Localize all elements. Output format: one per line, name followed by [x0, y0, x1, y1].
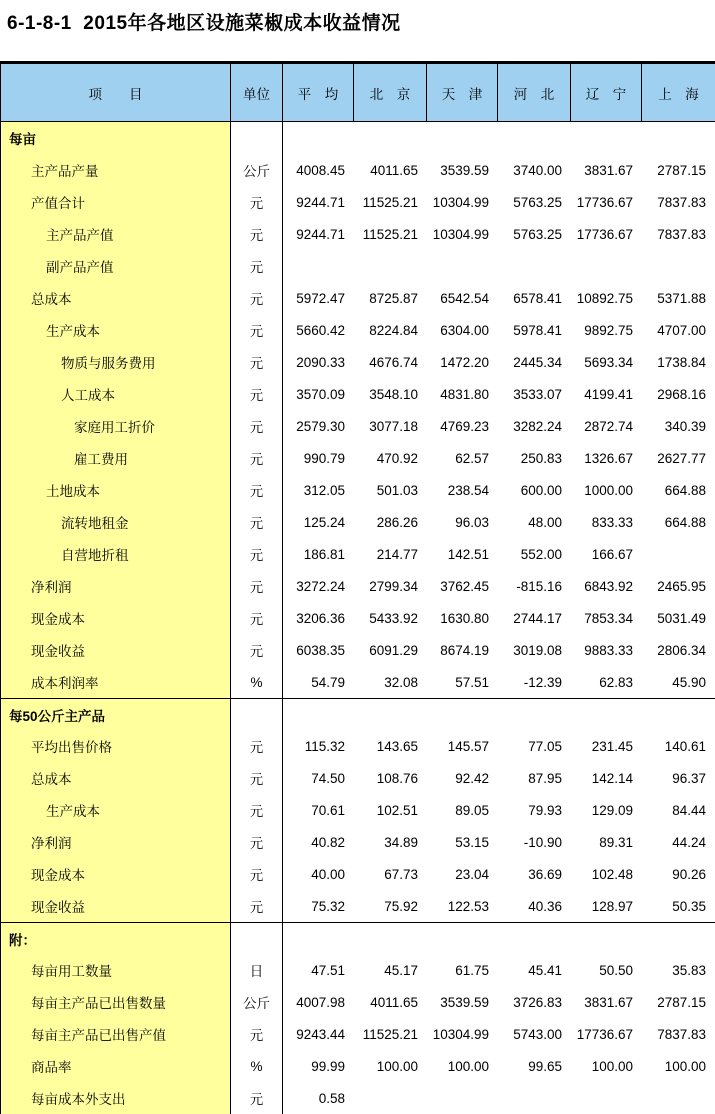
cell-tianjin: 89.05 — [455, 802, 489, 818]
table-row — [1, 826, 715, 858]
table-row — [1, 1050, 715, 1082]
cell-tianjin: 10304.99 — [432, 1026, 489, 1042]
cell-tianjin: 1630.80 — [440, 610, 489, 626]
cell-beijing: 8224.84 — [369, 322, 418, 338]
row-label: 人工成本 — [1, 378, 231, 410]
cell-liaoning: 89.31 — [599, 834, 633, 850]
cell-avg: 312.05 — [303, 482, 345, 498]
row-label: 雇工费用 — [1, 442, 231, 474]
cell-liaoning — [571, 122, 642, 154]
cell-tianjin: 6304.00 — [440, 322, 489, 338]
cell-shanghai: 4707.00 — [657, 322, 706, 338]
cell-avg — [283, 699, 354, 730]
cell-liaoning: 9883.33 — [584, 642, 633, 658]
row-label: 总成本 — [1, 282, 231, 314]
cell-beijing: 286.26 — [376, 514, 418, 530]
cell-hebei: 5743.00 — [513, 1026, 562, 1042]
cell-liaoning: 17736.67 — [576, 226, 633, 242]
cell-avg: 2090.33 — [296, 354, 345, 370]
table-row — [1, 186, 715, 218]
row-unit: 元 — [231, 506, 283, 538]
table-row — [1, 410, 715, 442]
row-unit: 元 — [231, 410, 283, 442]
cell-avg: 2579.30 — [296, 418, 345, 434]
cell-hebei: -10.90 — [523, 834, 562, 850]
cell-tianjin: 3539.59 — [440, 162, 489, 178]
row-label: 成本利润率 — [1, 666, 231, 698]
cell-hebei — [498, 1082, 571, 1114]
cell-liaoning — [571, 1082, 642, 1114]
cell-avg: 54.79 — [311, 674, 345, 690]
row-label: 现金收益 — [1, 634, 231, 666]
cell-tianjin: 61.75 — [455, 962, 489, 978]
table-row — [1, 250, 715, 282]
table-row — [1, 986, 715, 1018]
cell-beijing — [354, 923, 427, 954]
row-unit: 元 — [231, 730, 283, 762]
cell-shanghai: 2787.15 — [657, 994, 706, 1010]
row-unit: 元 — [231, 570, 283, 602]
cell-shanghai — [642, 538, 715, 570]
cell-hebei: 6578.41 — [513, 290, 562, 306]
cell-shanghai — [642, 250, 715, 282]
cell-hebei: 3019.08 — [513, 642, 562, 658]
column-header-beijing: 北 京 — [354, 64, 427, 121]
table-row — [1, 506, 715, 538]
table-row — [1, 922, 715, 954]
cell-tianjin: 142.51 — [447, 546, 489, 562]
cell-tianjin: 57.51 — [455, 674, 489, 690]
cell-liaoning: 6843.92 — [584, 578, 633, 594]
cell-liaoning: 10892.75 — [576, 290, 633, 306]
row-label: 每亩主产品已出售产值 — [1, 1018, 231, 1050]
row-unit: 元 — [231, 218, 283, 250]
cell-liaoning: 102.48 — [591, 866, 633, 882]
row-label: 商品率 — [1, 1050, 231, 1082]
row-label: 产值合计 — [1, 186, 231, 218]
cell-tianjin: 145.57 — [447, 738, 489, 754]
cell-shanghai: 96.37 — [672, 770, 706, 786]
row-unit: 元 — [231, 314, 283, 346]
cell-beijing: 143.65 — [376, 738, 418, 754]
cell-beijing: 75.92 — [384, 898, 418, 914]
row-unit: 元 — [231, 378, 283, 410]
cell-shanghai: 90.26 — [672, 866, 706, 882]
cell-shanghai: 664.88 — [664, 482, 706, 498]
cell-avg: 3206.36 — [296, 610, 345, 626]
cell-beijing: 100.00 — [376, 1058, 418, 1074]
row-unit: 元 — [231, 826, 283, 858]
cell-liaoning: 1326.67 — [584, 450, 633, 466]
cell-shanghai: 2627.77 — [657, 450, 706, 466]
row-label: 生产成本 — [1, 794, 231, 826]
cell-tianjin: 92.42 — [455, 770, 489, 786]
cell-tianjin — [427, 1082, 498, 1114]
cell-liaoning: 833.33 — [591, 514, 633, 530]
cell-liaoning: 62.83 — [599, 674, 633, 690]
cell-beijing: 3077.18 — [369, 418, 418, 434]
row-label: 家庭用工折价 — [1, 410, 231, 442]
cell-tianjin: 1472.20 — [440, 354, 489, 370]
cell-hebei: 36.69 — [528, 866, 562, 882]
table-row — [1, 282, 715, 314]
row-unit: 公斤 — [231, 986, 283, 1018]
cell-liaoning: 129.09 — [591, 802, 633, 818]
cell-avg: 990.79 — [303, 450, 345, 466]
cell-beijing: 470.92 — [376, 450, 418, 466]
cell-shanghai: 44.24 — [672, 834, 706, 850]
cell-liaoning: 231.45 — [591, 738, 633, 754]
cell-beijing — [354, 250, 427, 282]
cell-avg — [283, 122, 354, 154]
cell-shanghai: 2787.15 — [657, 162, 706, 178]
cell-avg: 9244.71 — [296, 194, 345, 210]
row-unit: 元 — [231, 474, 283, 506]
row-unit: 元 — [231, 250, 283, 282]
row-label: 平均出售价格 — [1, 730, 231, 762]
cell-liaoning: 17736.67 — [576, 194, 633, 210]
cell-avg: 40.82 — [311, 834, 345, 850]
table-row — [1, 154, 715, 186]
cell-hebei: 3726.83 — [513, 994, 562, 1010]
row-unit: 日 — [231, 954, 283, 986]
cell-liaoning: 9892.75 — [584, 322, 633, 338]
cell-hebei — [498, 250, 571, 282]
table-row — [1, 378, 715, 410]
cell-shanghai: 1738.84 — [657, 354, 706, 370]
cell-avg: 3272.24 — [296, 578, 345, 594]
cell-avg: 74.50 — [311, 770, 345, 786]
cell-hebei: 40.36 — [528, 898, 562, 914]
table-row — [1, 858, 715, 890]
cell-beijing — [354, 122, 427, 154]
row-label: 净利润 — [1, 826, 231, 858]
cell-liaoning — [571, 699, 642, 730]
cell-shanghai: 7837.83 — [657, 226, 706, 242]
cell-avg: 70.61 — [311, 802, 345, 818]
cell-beijing: 501.03 — [376, 482, 418, 498]
cell-tianjin: 6542.54 — [440, 290, 489, 306]
cell-beijing: 6091.29 — [369, 642, 418, 658]
row-unit: % — [231, 1050, 283, 1082]
row-label: 流转地租金 — [1, 506, 231, 538]
row-label: 主产品产量 — [1, 154, 231, 186]
cell-beijing: 4676.74 — [369, 354, 418, 370]
cell-beijing: 11525.21 — [362, 194, 418, 210]
cell-hebei: -12.39 — [523, 674, 562, 690]
cell-shanghai: 2806.34 — [657, 642, 706, 658]
cell-hebei: 3740.00 — [513, 162, 562, 178]
cell-hebei: 48.00 — [528, 514, 562, 530]
cell-avg: 0.58 — [318, 1090, 345, 1106]
cell-beijing: 34.89 — [384, 834, 418, 850]
cell-hebei: 3282.24 — [513, 418, 562, 434]
cell-liaoning — [571, 250, 642, 282]
cell-shanghai: 84.44 — [672, 802, 706, 818]
cell-tianjin — [427, 923, 498, 954]
cell-avg: 3570.09 — [296, 386, 345, 402]
row-unit: 元 — [231, 794, 283, 826]
cell-tianjin — [427, 122, 498, 154]
row-label: 物质与服务费用 — [1, 346, 231, 378]
cell-hebei: 3533.07 — [513, 386, 562, 402]
cell-avg: 99.99 — [311, 1058, 345, 1074]
table-row — [1, 570, 715, 602]
cell-beijing: 11525.21 — [362, 1026, 418, 1042]
table-row — [1, 442, 715, 474]
cell-shanghai: 140.61 — [664, 738, 706, 754]
row-label: 每亩 — [1, 122, 231, 154]
table-row — [1, 634, 715, 666]
cell-tianjin: 96.03 — [455, 514, 489, 530]
cell-hebei: -815.16 — [516, 578, 562, 594]
row-label: 每亩用工数量 — [1, 954, 231, 986]
cell-avg: 186.81 — [303, 546, 345, 562]
table-row — [1, 474, 715, 506]
cell-shanghai: 5031.49 — [657, 610, 706, 626]
cell-beijing — [354, 1082, 427, 1114]
cell-shanghai: 100.00 — [664, 1058, 706, 1074]
row-unit: 元 — [231, 890, 283, 922]
column-header-shanghai: 上 海 — [658, 86, 699, 102]
cell-hebei — [498, 923, 571, 954]
cell-tianjin: 4769.23 — [440, 418, 489, 434]
cell-beijing: 67.73 — [384, 866, 418, 882]
cell-hebei: 2445.34 — [513, 354, 562, 370]
cell-shanghai: 2968.16 — [657, 386, 706, 402]
row-unit: 元 — [231, 602, 283, 634]
table-row — [1, 218, 715, 250]
cell-tianjin: 122.53 — [447, 898, 489, 914]
row-unit: % — [231, 666, 283, 698]
data-table — [0, 61, 715, 1114]
cell-avg: 4008.45 — [296, 162, 345, 178]
table-row — [1, 698, 715, 730]
cell-shanghai — [642, 699, 715, 730]
cell-avg: 125.24 — [303, 514, 345, 530]
cell-tianjin — [427, 699, 498, 730]
cell-avg: 115.32 — [304, 738, 345, 754]
table-row — [1, 602, 715, 634]
row-label: 现金成本 — [1, 602, 231, 634]
cell-hebei: 5763.25 — [513, 194, 562, 210]
cell-liaoning: 4199.41 — [584, 386, 633, 402]
row-unit — [231, 122, 283, 154]
table-row — [1, 1018, 715, 1050]
row-label: 净利润 — [1, 570, 231, 602]
table-row — [1, 730, 715, 762]
cell-hebei: 5763.25 — [513, 226, 562, 242]
table-row — [1, 122, 715, 154]
row-label: 生产成本 — [1, 314, 231, 346]
row-unit — [231, 699, 283, 730]
cell-shanghai — [642, 923, 715, 954]
cell-shanghai — [642, 1082, 715, 1114]
cell-avg: 4007.98 — [296, 994, 345, 1010]
cell-shanghai: 2465.95 — [657, 578, 706, 594]
row-unit: 元 — [231, 282, 283, 314]
table-row — [1, 538, 715, 570]
cell-avg: 9244.71 — [296, 226, 345, 242]
table-row — [1, 794, 715, 826]
row-label: 现金成本 — [1, 858, 231, 890]
cell-shanghai: 35.83 — [672, 962, 706, 978]
cell-liaoning: 2872.74 — [584, 418, 633, 434]
cell-beijing: 8725.87 — [369, 290, 418, 306]
cell-beijing: 5433.92 — [369, 610, 418, 626]
cell-tianjin: 4831.80 — [440, 386, 489, 402]
column-header-hebei: 河 北 — [498, 64, 571, 121]
column-header-liaoning: 辽 宁 — [571, 64, 642, 121]
table-row — [1, 1082, 715, 1114]
cell-beijing: 102.51 — [376, 802, 418, 818]
row-unit — [231, 923, 283, 954]
row-unit: 元 — [231, 442, 283, 474]
cell-beijing: 108.76 — [376, 770, 418, 786]
cell-hebei: 79.93 — [528, 802, 562, 818]
cell-beijing: 214.77 — [376, 546, 418, 562]
column-header-tianjin: 天 津 — [427, 64, 498, 121]
cell-hebei: 87.95 — [528, 770, 562, 786]
cell-avg: 40.00 — [311, 866, 345, 882]
table-row — [1, 954, 715, 986]
row-label: 副产品产值 — [1, 250, 231, 282]
cell-hebei: 250.83 — [520, 450, 562, 466]
cell-avg: 6038.35 — [296, 642, 345, 658]
cell-beijing — [354, 699, 427, 730]
cell-beijing: 4011.65 — [370, 162, 418, 178]
table-row — [1, 762, 715, 794]
cell-shanghai — [642, 122, 715, 154]
table-header-row — [1, 64, 715, 122]
cell-liaoning: 5693.34 — [584, 354, 633, 370]
row-unit: 元 — [231, 858, 283, 890]
cell-tianjin: 3539.59 — [440, 994, 489, 1010]
cell-tianjin: 100.00 — [447, 1058, 489, 1074]
row-unit: 元 — [231, 346, 283, 378]
cell-hebei: 600.00 — [520, 482, 562, 498]
row-unit: 元 — [231, 1018, 283, 1050]
cell-avg: 9243.44 — [296, 1026, 345, 1042]
row-label: 现金收益 — [1, 890, 231, 922]
cell-liaoning: 3831.67 — [584, 162, 633, 178]
cell-hebei: 99.65 — [528, 1058, 562, 1074]
cell-liaoning: 1000.00 — [584, 482, 633, 498]
cell-avg: 47.51 — [311, 962, 345, 978]
row-label: 附： — [1, 923, 231, 954]
cell-avg: 5660.42 — [296, 322, 345, 338]
cell-beijing: 2799.34 — [369, 578, 418, 594]
cell-liaoning: 3831.67 — [584, 994, 633, 1010]
row-unit: 元 — [231, 762, 283, 794]
cell-beijing: 3548.10 — [369, 386, 418, 402]
cell-tianjin: 8674.19 — [440, 642, 489, 658]
cell-shanghai: 45.90 — [672, 674, 706, 690]
cell-beijing: 11525.21 — [362, 226, 418, 242]
cell-hebei: 5978.41 — [513, 322, 562, 338]
cell-liaoning: 100.00 — [591, 1058, 633, 1074]
cell-hebei: 45.41 — [528, 962, 562, 978]
cell-avg: 75.32 — [311, 898, 345, 914]
cell-tianjin: 10304.99 — [432, 194, 489, 210]
row-label: 主产品产值 — [1, 218, 231, 250]
row-unit: 元 — [231, 1082, 283, 1114]
table-row — [1, 314, 715, 346]
table-row — [1, 346, 715, 378]
cell-hebei: 77.05 — [528, 738, 562, 754]
cell-shanghai: 7837.83 — [657, 194, 706, 210]
cell-tianjin: 3762.45 — [440, 578, 489, 594]
cell-tianjin: 62.57 — [455, 450, 489, 466]
row-label: 自营地折租 — [1, 538, 231, 570]
cell-liaoning: 166.67 — [591, 546, 633, 562]
cell-liaoning: 142.14 — [591, 770, 633, 786]
cell-tianjin: 10304.99 — [432, 226, 489, 242]
cell-beijing: 4011.65 — [370, 994, 418, 1010]
cell-shanghai: 5371.88 — [657, 290, 706, 306]
cell-hebei: 552.00 — [520, 546, 562, 562]
cell-liaoning: 7853.34 — [584, 610, 633, 626]
row-unit: 元 — [231, 538, 283, 570]
cell-hebei: 2744.17 — [513, 610, 562, 626]
table-body — [1, 122, 715, 1114]
cell-tianjin — [427, 250, 498, 282]
cell-shanghai: 50.35 — [672, 898, 706, 914]
cell-tianjin: 238.54 — [447, 482, 489, 498]
row-label: 总成本 — [1, 762, 231, 794]
column-header-avg: 平 均 — [283, 64, 354, 121]
row-label: 每亩主产品已出售数量 — [1, 986, 231, 1018]
cell-liaoning: 50.50 — [599, 962, 633, 978]
cell-liaoning — [571, 923, 642, 954]
cell-liaoning: 17736.67 — [576, 1026, 633, 1042]
cell-shanghai: 340.39 — [664, 418, 706, 434]
row-label: 每亩成本外支出 — [1, 1082, 231, 1114]
cell-beijing: 45.17 — [384, 962, 418, 978]
table-title: 6-1-8-1 2015年各地区设施菜椒成本收益情况 — [7, 13, 401, 34]
row-label: 土地成本 — [1, 474, 231, 506]
cell-avg — [283, 923, 354, 954]
row-unit: 公斤 — [231, 154, 283, 186]
cell-tianjin: 23.04 — [455, 866, 489, 882]
table-row — [1, 890, 715, 922]
cell-hebei — [498, 699, 571, 730]
cell-liaoning: 128.97 — [591, 898, 633, 914]
column-header-item: 项 目 — [1, 64, 231, 121]
cell-avg — [283, 250, 354, 282]
row-unit: 元 — [231, 634, 283, 666]
cell-shanghai: 7837.83 — [657, 1026, 706, 1042]
table-row — [1, 666, 715, 698]
row-unit: 元 — [231, 186, 283, 218]
column-header-unit: 单位 — [231, 64, 283, 121]
cell-avg: 5972.47 — [296, 290, 345, 306]
cell-shanghai: 664.88 — [664, 514, 706, 530]
cell-tianjin: 53.15 — [455, 834, 489, 850]
cell-hebei — [498, 122, 571, 154]
row-label: 每50公斤主产品 — [1, 699, 231, 730]
cell-beijing: 32.08 — [384, 674, 418, 690]
